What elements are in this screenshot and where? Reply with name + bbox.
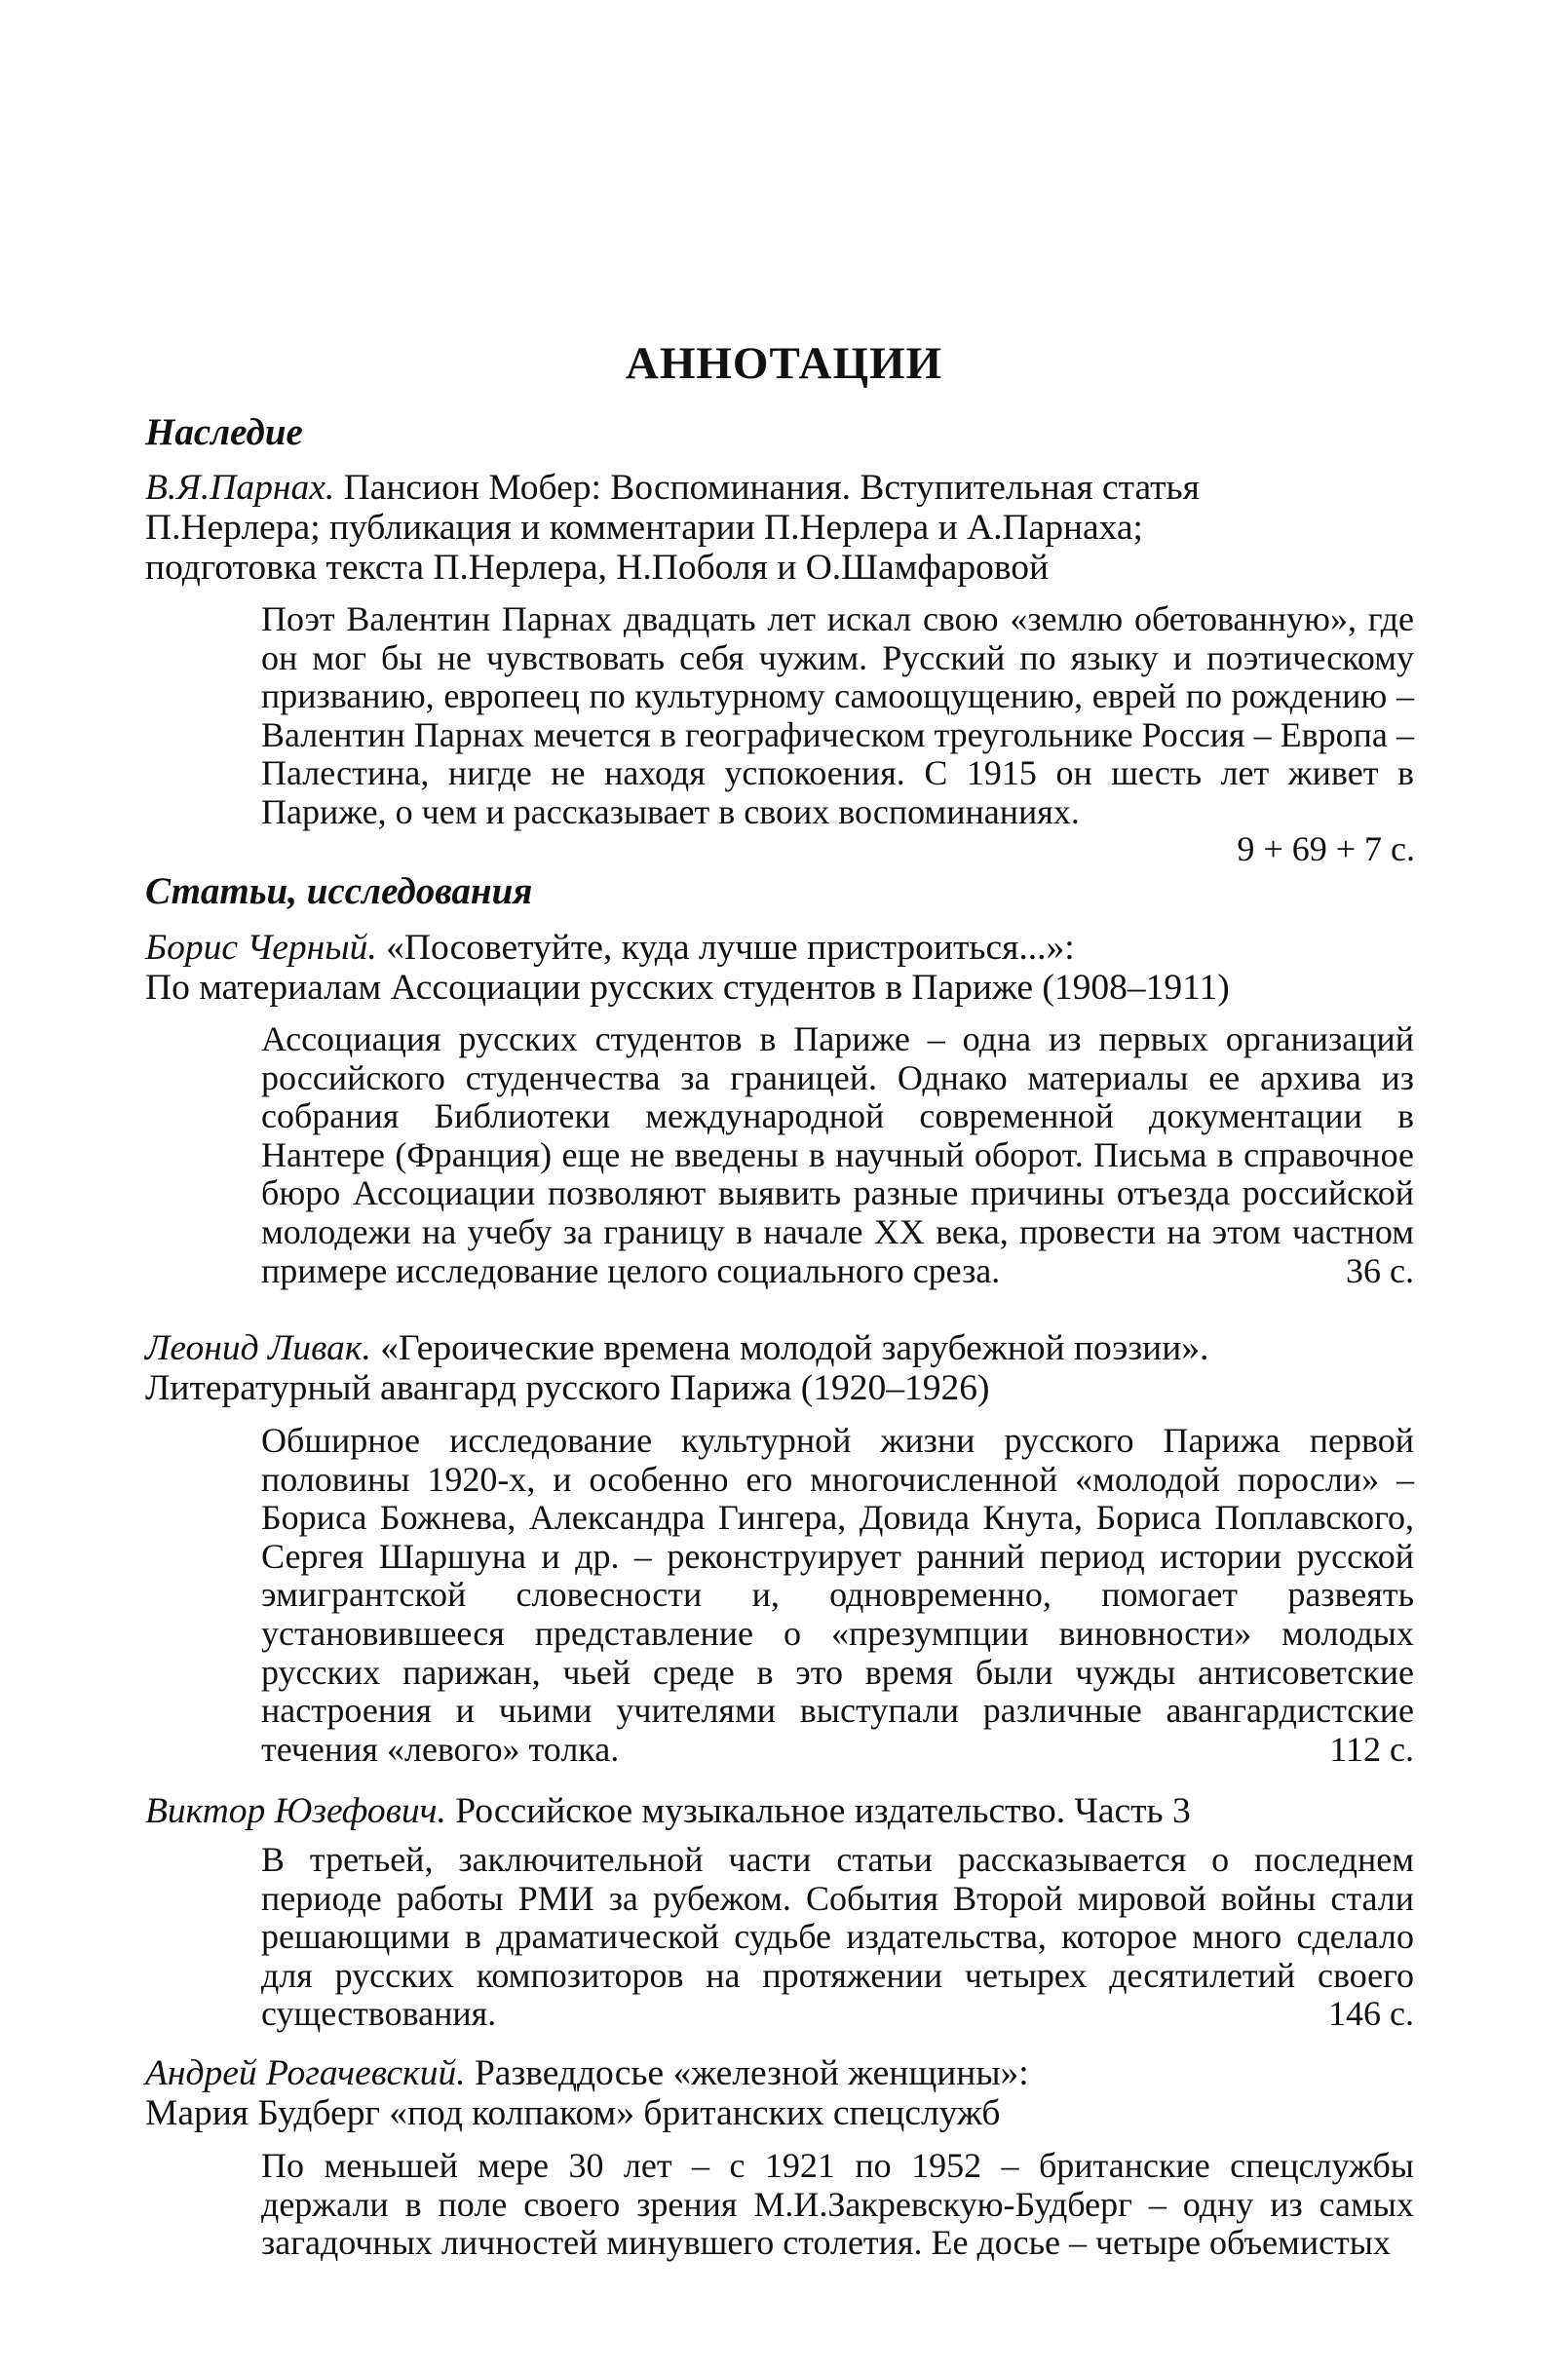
entry-author: Андрей Рогачевский.	[145, 2053, 466, 2093]
entry-title-line: П.Нерлера; публикация и комментарии П.Нерлера и А.Парнаха;	[145, 508, 1143, 548]
entry-author: Борис Черный.	[145, 928, 377, 968]
entry-title-line	[145, 927, 1075, 970]
entry-title-line	[145, 467, 1200, 510]
entry-abstract-text: В третьей, заключительной части статьи рассказывается о последнем периоде работы РМИ за рубежом. События Второй мировой войны стали решающими в драматической судьбе издательства, которое много сделало для русских композиторов на протяжении четырех десятилетий своего существования.	[261, 1840, 1414, 2034]
section-heading: Статьи, исследования	[145, 870, 533, 912]
entry-title-line: подготовка текста П.Нерлера, Н.Поболя и О.Шамфаровой	[145, 548, 1050, 588]
entry-title-line	[145, 1327, 1208, 1370]
entry-pages: 36 с.	[1346, 1250, 1414, 1290]
entry-pages: 9 + 69 + 7 с.	[1237, 829, 1415, 868]
entry-title-line	[145, 1790, 1191, 1833]
entry-pages: 146 с.	[1328, 1994, 1414, 2034]
entry-title-line	[145, 2052, 1029, 2095]
entry-abstract	[261, 1422, 1414, 1769]
entry-title: «Героические времена молодой зарубежной поэзии».	[380, 1328, 1209, 1368]
entry-author: В.Я.Парнах.	[145, 468, 335, 508]
entry-abstract-text: Обширное исследование культурной жизни русского Парижа первой половины 1920-х, и особенно его многочисленной «молодой поросли» – Бориса Божнева, Александра Гингера, Довида Кнута, Бориса Поплавского, Сергея Шаршуна и др. – реконструирует ранний период истории русской эмигрантской словесности и, одновременно, помогает развеять установившееся представление о «презумпции виновности» молодых русских парижан, чьей среде в это время были чужды антисоветские настроения и чьими учителями выступали различные авангардистские течения «левого» толка.	[261, 1421, 1414, 1769]
entry-abstract	[261, 1020, 1414, 1290]
entry-title-line: Литературный авангард русского Парижа (1920–1926)	[145, 1368, 990, 1408]
entry-abstract: Поэт Валентин Парнах двадцать лет искал свою «землю обетованную», где он мог бы не чувствовать себя чужим. Русский по языку и поэтическому призванию, европеец по культурному самоощущению, еврей по рождению – Валентин Парнах мечется в географическом треугольнике Россия – Европа – Палестина, нигде не находя успокоения. С 1915 он шесть лет живет в Париже, о чем и рассказывает в своих воспоминаниях.	[261, 599, 1414, 831]
entry-author: Виктор Юзефович.	[145, 1791, 446, 1831]
entry-title-line: Мария Будберг «под колпаком» британских спецслужб	[145, 2093, 1001, 2133]
entry-title-line: По материалам Ассоциации русских студентов в Париже (1908–1911)	[145, 968, 1230, 1008]
entry-title: «Посоветуйте, куда лучше пристроиться...»:	[386, 928, 1075, 968]
entry-title: Пансион Мобер: Воспоминания. Вступительная статья	[343, 468, 1200, 508]
page-title: АННОТАЦИИ	[625, 338, 943, 389]
section-heading: Наследие	[145, 411, 303, 453]
entry-pages: 112 с.	[1329, 1729, 1414, 1769]
entry-abstract	[261, 1841, 1414, 2034]
entry-abstract-text: Ассоциация русских студентов в Париже – одна из первых организаций российского студенчества за границей. Однако материалы ее архива из собрания Библиотеки международной современной документации в Нантере (Франция) еще не введены в научный оборот. Письма в справочное бюро Ассоциации позволяют выявить разные причины отъезда российской молодежи на учебу за границу в начале XX века, провести на этом частном примере исследование целого социального среза.	[261, 1019, 1414, 1290]
entry-abstract: По меньшей мере 30 лет – с 1921 по 1952 – британские спецслужбы держали в поле своего зрения М.И.Закревскую-Будберг – одну из самых загадочных личностей минувшего столетия. Ее досье – четыре объемистых	[261, 2146, 1414, 2263]
entry-title: Разведдосье «железной женщины»:	[474, 2053, 1029, 2093]
entry-title: Российское музыкальное издательство. Часть 3	[455, 1791, 1191, 1831]
entry-author: Леонид Ливак.	[145, 1328, 371, 1368]
